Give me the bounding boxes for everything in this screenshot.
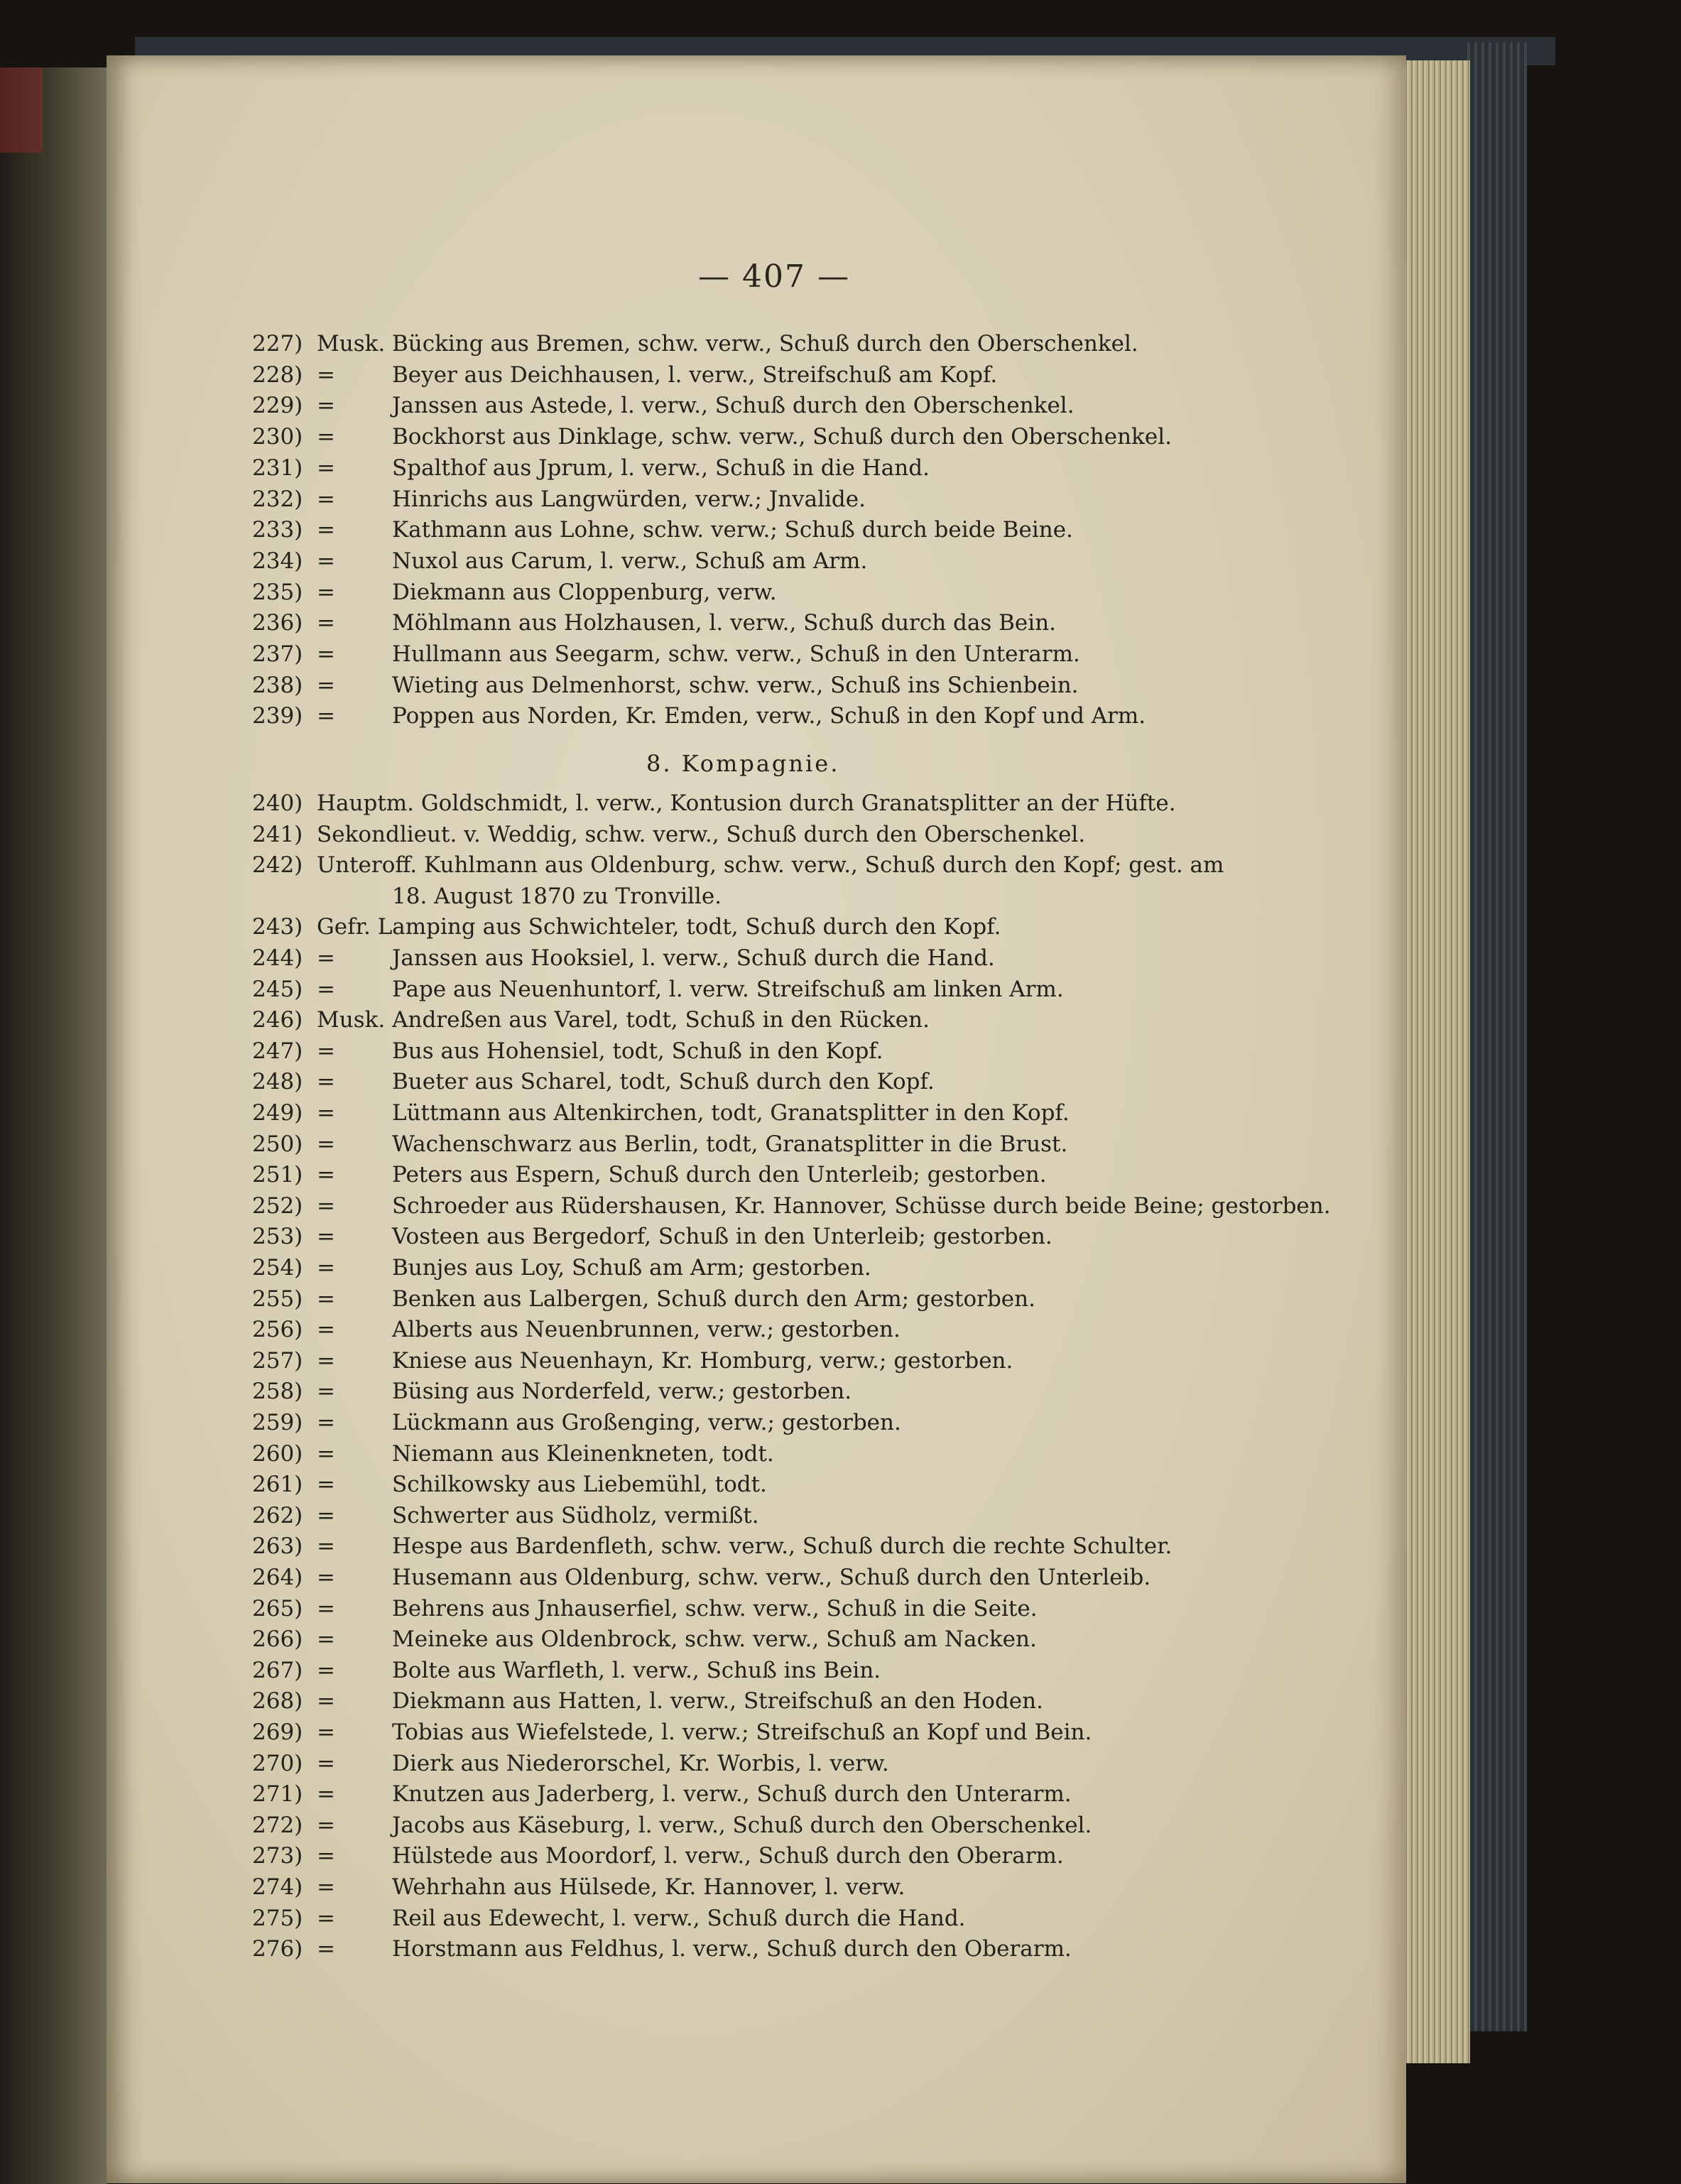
entry-number: 229)	[252, 393, 303, 419]
entry-number: 271)	[252, 1781, 303, 1808]
book-page	[107, 55, 1406, 2183]
entry-rank: =	[317, 1936, 335, 1962]
entry-rank: =	[317, 1688, 335, 1715]
entry-number: 270)	[252, 1750, 303, 1776]
entry-text: Janssen aus Hooksiel, l. verw., Schuß durch die Hand.	[392, 945, 995, 971]
entry-text: Büsing aus Norderfeld, verw.; gestorben.	[392, 1379, 852, 1405]
entry-text: Bueter aus Scharel, todt, Schuß durch den Kopf.	[392, 1069, 935, 1095]
entry-text: Niemann aus Kleinenkneten, todt.	[392, 1440, 774, 1467]
entry-text: Gefr. Lamping aus Schwichteler, todt, Schuß durch den Kopf.	[317, 914, 1001, 940]
entry-number: 232)	[252, 486, 303, 512]
entry-text: Peters aus Espern, Schuß durch den Unterleib; gestorben.	[392, 1162, 1047, 1188]
entry-rank: =	[317, 1038, 335, 1064]
entry-text: Spalthof aus Jprum, l. verw., Schuß in die Hand.	[392, 455, 930, 481]
entry-rank: =	[317, 976, 335, 1002]
entry-rank: =	[317, 1533, 335, 1560]
entry-number: 242)	[252, 852, 303, 879]
entry-rank: =	[317, 641, 335, 667]
entry-text: Unteroff. Kuhlmann aus Oldenburg, schw. verw., Schuß durch den Kopf; gest. am	[317, 852, 1224, 879]
entry-text: Bockhorst aus Dinklage, schw. verw., Schuß durch den Oberschenkel.	[392, 424, 1172, 450]
entry-text: Bolte aus Warfleth, l. verw., Schuß ins Bein.	[392, 1657, 881, 1683]
entry-text: Schroeder aus Rüdershausen, Kr. Hannover, Schüsse durch beide Beine; gestorben.	[392, 1192, 1331, 1219]
entry-number: 230)	[252, 424, 303, 450]
entry-text: Jacobs aus Käseburg, l. verw., Schuß durch den Oberschenkel.	[392, 1812, 1092, 1838]
entry-number: 274)	[252, 1874, 303, 1900]
entry-number: 256)	[252, 1317, 303, 1343]
entry-number: 265)	[252, 1595, 303, 1621]
entry-number: 227)	[252, 331, 303, 357]
entry-number: 258)	[252, 1379, 303, 1405]
entry-text: Alberts aus Neuenbrunnen, verw.; gestorben.	[392, 1317, 901, 1343]
entry-number: 235)	[252, 579, 303, 605]
entry-number: 240)	[252, 791, 303, 816]
entry-number: 247)	[252, 1038, 303, 1064]
entry-number: 262)	[252, 1502, 303, 1528]
entry-number: 269)	[252, 1720, 303, 1745]
entry-rank: =	[317, 1347, 335, 1374]
entry-number: 253)	[252, 1224, 303, 1250]
binding-ribbon	[0, 67, 43, 153]
entry-text: Horstmann aus Feldhus, l. verw., Schuß durch den Oberarm.	[392, 1936, 1072, 1962]
entry-number: 260)	[252, 1440, 303, 1467]
entry-text: Schwerter aus Südholz, vermißt.	[392, 1502, 759, 1528]
entry-rank: =	[317, 1657, 335, 1683]
entry-number: 241)	[252, 821, 303, 847]
entry-rank: =	[317, 1750, 335, 1776]
entry-number: 243)	[252, 914, 303, 940]
entry-rank: =	[317, 1595, 335, 1621]
entry-number: 254)	[252, 1255, 303, 1281]
entry-rank: =	[317, 1317, 335, 1343]
entry-number: 233)	[252, 517, 303, 543]
entry-rank: =	[317, 393, 335, 419]
entry-number: 231)	[252, 455, 303, 481]
entry-number: 248)	[252, 1069, 303, 1095]
entry-text: Wachenschwarz aus Berlin, todt, Granatsplitter in die Brust.	[392, 1131, 1068, 1157]
entry-rank: =	[317, 1192, 335, 1219]
page-number: — 407 —	[698, 259, 850, 295]
entry-number: 239)	[252, 703, 303, 729]
entry-text: Vosteen aus Bergedorf, Schuß in den Unterleib; gestorben.	[392, 1224, 1052, 1250]
entry-rank: =	[317, 362, 335, 388]
entry-text: Lückmann aus Großenging, verw.; gestorben.	[392, 1410, 901, 1435]
entry-rank: =	[317, 945, 335, 971]
left-page-edge	[0, 67, 107, 2184]
entry-rank: =	[317, 672, 335, 698]
entry-number: 246)	[252, 1007, 303, 1033]
entry-rank: =	[317, 1720, 335, 1745]
entry-text: Wieting aus Delmenhorst, schw. verw., Schuß ins Schienbein.	[392, 672, 1079, 698]
entry-text: Behrens aus Jnhauserfiel, schw. verw., Schuß in die Seite.	[392, 1595, 1038, 1621]
entry-number: 264)	[252, 1565, 303, 1590]
entry-rank: =	[317, 610, 335, 636]
entry-rank: =	[317, 1410, 335, 1435]
entry-text: Kathmann aus Lohne, schw. verw.; Schuß durch beide Beine.	[392, 517, 1073, 543]
entry-number: 259)	[252, 1410, 303, 1435]
entry-number: 263)	[252, 1533, 303, 1560]
entry-text: Musk. Andreßen aus Varel, todt, Schuß in den Rücken.	[317, 1007, 930, 1033]
entry-text: Bunjes aus Loy, Schuß am Arm; gestorben.	[392, 1255, 871, 1281]
entry-text: Janssen aus Astede, l. verw., Schuß durch den Oberschenkel.	[392, 393, 1075, 419]
entry-rank: =	[317, 1440, 335, 1467]
entry-rank: =	[317, 455, 335, 481]
entry-rank: =	[317, 1472, 335, 1498]
entry-text: Hauptm. Goldschmidt, l. verw., Kontusion durch Granatsplitter an der Hüfte.	[317, 791, 1176, 816]
entry-text: Bücking aus Bremen, schw. verw., Schuß durch den Oberschenkel.	[392, 331, 1138, 357]
entry-number: 228)	[252, 362, 303, 388]
entry-rank: =	[317, 1069, 335, 1095]
entry-text: Diekmann aus Hatten, l. verw., Streifschuß an den Hoden.	[392, 1688, 1043, 1715]
entry-text: Hespe aus Bardenfleth, schw. verw., Schuß durch die rechte Schulter.	[392, 1533, 1173, 1560]
book-cover-right	[1463, 43, 1527, 2031]
entry-text: 18. August 1870 zu Tronville.	[392, 883, 722, 909]
entry-text: Husemann aus Oldenburg, schw. verw., Schuß durch den Unterleib.	[392, 1565, 1151, 1590]
entry-number: 244)	[252, 945, 303, 971]
entry-rank: =	[317, 1843, 335, 1869]
entry-rank: =	[317, 579, 335, 605]
entry-rank: =	[317, 1874, 335, 1900]
entry-text: Schilkowsky aus Liebemühl, todt.	[392, 1472, 767, 1498]
entry-text: Sekondlieut. v. Weddig, schw. verw., Schuß durch den Oberschenkel.	[317, 821, 1086, 847]
entry-text: Hullmann aus Seegarm, schw. verw., Schuß in den Unterarm.	[392, 641, 1080, 667]
entry-text: Diekmann aus Cloppenburg, verw.	[392, 579, 777, 605]
entry-text: Bus aus Hohensiel, todt, Schuß in den Kopf.	[392, 1038, 883, 1064]
entry-text: Reil aus Edewecht, l. verw., Schuß durch die Hand.	[392, 1905, 966, 1931]
entry-number: 272)	[252, 1812, 303, 1838]
entry-text: Dierk aus Niederorschel, Kr. Worbis, l. verw.	[392, 1750, 889, 1776]
entry-rank: =	[317, 517, 335, 543]
entry-rank: =	[317, 1565, 335, 1590]
entry-rank: =	[317, 1781, 335, 1808]
entry-rank: =	[317, 486, 335, 512]
entry-rank: =	[317, 1502, 335, 1528]
entry-text: Benken aus Lalbergen, Schuß durch den Arm; gestorben.	[392, 1286, 1035, 1312]
entry-text: Kniese aus Neuenhayn, Kr. Homburg, verw.; gestorben.	[392, 1347, 1013, 1374]
entry-number: 250)	[252, 1131, 303, 1157]
entry-number: 276)	[252, 1936, 303, 1962]
entry-text: Hülstede aus Moordorf, l. verw., Schuß durch den Oberarm.	[392, 1843, 1064, 1869]
entry-text: Wehrhahn aus Hülsede, Kr. Hannover, l. verw.	[392, 1874, 905, 1900]
entry-rank: =	[317, 1224, 335, 1250]
entry-rank: =	[317, 1812, 335, 1838]
entry-rank: =	[317, 1626, 335, 1653]
entry-text: Hinrichs aus Langwürden, verw.; Jnvalide.	[392, 486, 866, 512]
entry-text: Möhlmann aus Holzhausen, l. verw., Schuß durch das Bein.	[392, 610, 1057, 636]
entry-text: Tobias aus Wiefelstede, l. verw.; Streifschuß an Kopf und Bein.	[392, 1720, 1092, 1745]
entry-number: 234)	[252, 548, 303, 574]
entry-rank: =	[317, 703, 335, 729]
entry-text: Meineke aus Oldenbrock, schw. verw., Schuß am Nacken.	[392, 1626, 1037, 1653]
entry-number: 268)	[252, 1688, 303, 1715]
entry-number: 273)	[252, 1843, 303, 1869]
entry-rank: Musk.	[317, 331, 386, 357]
entry-number: 237)	[252, 641, 303, 667]
entry-number: 266)	[252, 1626, 303, 1653]
section-heading: 8. Kompagnie.	[646, 750, 840, 777]
entry-number: 261)	[252, 1472, 303, 1498]
entry-text: Beyer aus Deichhausen, l. verw., Streifschuß am Kopf.	[392, 362, 998, 388]
entry-number: 267)	[252, 1657, 303, 1683]
entry-rank: =	[317, 1286, 335, 1312]
entry-number: 249)	[252, 1100, 303, 1126]
entry-rank: =	[317, 1100, 335, 1126]
entry-text: Lüttmann aus Altenkirchen, todt, Granatsplitter in den Kopf.	[392, 1100, 1070, 1126]
entry-text: Poppen aus Norden, Kr. Emden, verw., Schuß in den Kopf und Arm.	[392, 703, 1146, 729]
entry-rank: =	[317, 424, 335, 450]
entry-rank: =	[317, 1162, 335, 1188]
entry-text: Nuxol aus Carum, l. verw., Schuß am Arm.	[392, 548, 868, 574]
entry-number: 238)	[252, 672, 303, 698]
entry-number: 252)	[252, 1192, 303, 1219]
entry-rank: =	[317, 1379, 335, 1405]
entry-number: 245)	[252, 976, 303, 1002]
entry-rank: =	[317, 1255, 335, 1281]
entry-text: Pape aus Neuenhuntorf, l. verw. Streifschuß am linken Arm.	[392, 976, 1064, 1002]
entry-number: 255)	[252, 1286, 303, 1312]
entry-number: 236)	[252, 610, 303, 636]
entry-number: 275)	[252, 1905, 303, 1931]
entry-rank: =	[317, 1131, 335, 1157]
entry-text: Knutzen aus Jaderberg, l. verw., Schuß durch den Unterarm.	[392, 1781, 1072, 1808]
entry-number: 251)	[252, 1162, 303, 1188]
entry-number: 257)	[252, 1347, 303, 1374]
entry-rank: =	[317, 1905, 335, 1931]
entry-rank: =	[317, 548, 335, 574]
